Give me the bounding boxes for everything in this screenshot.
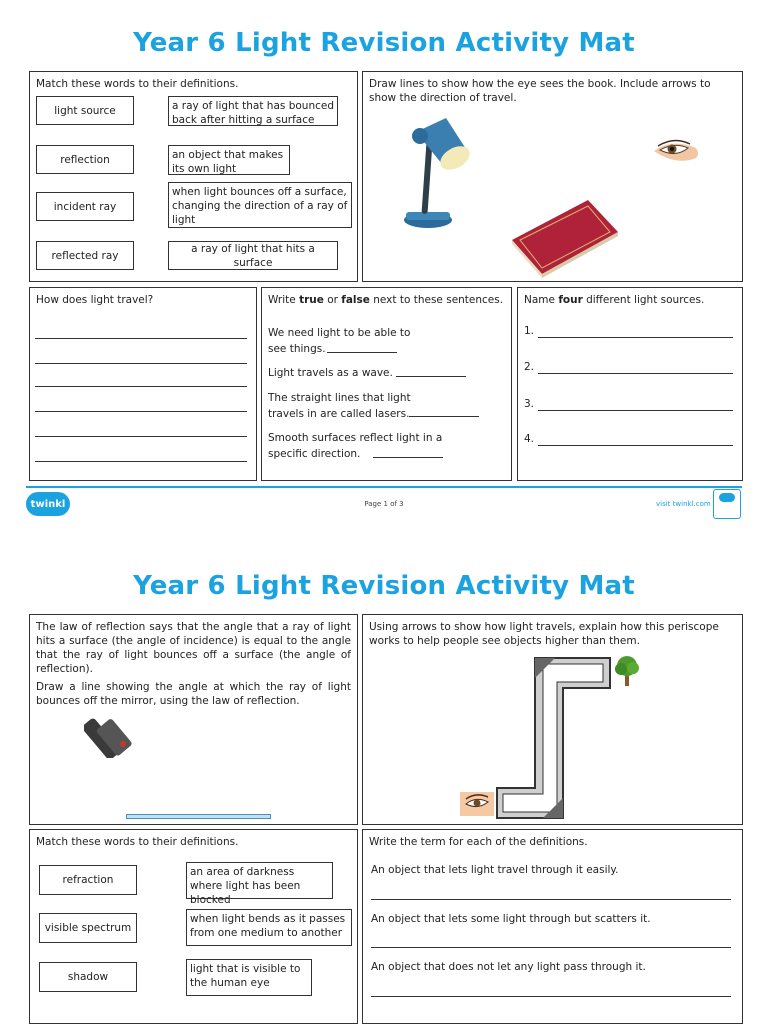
tf-true-word: true: [299, 294, 324, 306]
term-reflection[interactable]: reflection: [36, 145, 134, 174]
definition-bounced-back[interactable]: a ray of light that has bounced back after hitting a surface: [168, 96, 338, 126]
sources-bold-word: four: [558, 294, 583, 306]
sources-text-pre: Name: [524, 294, 559, 306]
page1-title: Year 6 Light Revision Activity Mat: [133, 28, 635, 58]
desk-lamp-icon: [398, 112, 480, 232]
tf-sentence-4: Smooth surfaces reflect light in a specific direction.: [268, 432, 443, 460]
definition-darkness[interactable]: an area of darkness where light has been blocked: [186, 862, 333, 899]
footer-rule: [26, 486, 742, 488]
travel-panel: [29, 287, 257, 481]
match-instruction: Match these words to their definitions.: [36, 78, 239, 90]
twinkl-site-link[interactable]: visit twinkl.com: [656, 500, 711, 508]
periscope-instruction: Using arrows to show how light travels, explain how this periscope works to help people see objects higher than them.: [369, 621, 719, 647]
tf-text-pre: Write: [268, 294, 300, 306]
tf-sentence-1: We need light to be able to see things.: [268, 327, 411, 355]
term-reflected-ray[interactable]: reflected ray: [36, 241, 134, 270]
source-number-2: 2.: [524, 361, 535, 373]
true-false-instruction: [268, 293, 505, 307]
source-answer-line-3[interactable]: [538, 410, 733, 411]
write-term-panel: [362, 829, 743, 1024]
term-answer-line-1[interactable]: [371, 899, 731, 900]
tf-answer-line-2[interactable]: [396, 376, 466, 377]
tf-text-post: next to these sentences.: [369, 294, 504, 306]
write-term-instruction: Write the term for each of the definitions.: [369, 836, 588, 848]
definition-opaque: An object that does not let any light pass through it.: [371, 961, 646, 973]
law-text: The law of reflection says that the angle that a ray of light hits a surface (the angle of incidence) is equal to the angle that the ray of light bounces off a surface (the angle of reflection).: [36, 621, 351, 675]
term-answer-line-3[interactable]: [371, 996, 731, 997]
book-icon: [508, 196, 620, 278]
torch-icon: [84, 702, 140, 758]
sources-panel: [517, 287, 743, 481]
definition-own-light[interactable]: an object that makes its own light: [168, 145, 290, 175]
answer-line[interactable]: [35, 363, 247, 364]
source-answer-line-1[interactable]: [538, 337, 733, 338]
tf-sentence-3: The straight lines that light travels in are called lasers.: [268, 392, 411, 420]
sources-instruction: [524, 293, 736, 307]
mirror: [126, 814, 271, 819]
term-shadow[interactable]: shadow: [39, 962, 137, 992]
source-number-3: 3.: [524, 398, 535, 410]
law-instruction: Draw a line showing the angle at which the ray of light bounces off the mirror, using the law of reflection.: [36, 681, 351, 707]
page-number: Page 1 of 3: [364, 500, 404, 508]
tf-false-word: false: [341, 294, 370, 306]
tree-icon: [613, 654, 641, 686]
tf-answer-line-1[interactable]: [327, 352, 397, 353]
answer-line[interactable]: [35, 386, 247, 387]
eye-book-instruction: Draw lines to show how the eye sees the book. Include arrows to show the direction of travel.: [369, 78, 711, 104]
answer-line[interactable]: [35, 436, 247, 437]
match-instruction-2: Match these words to their definitions.: [36, 836, 239, 848]
eye-icon: [652, 136, 704, 166]
definition-transparent: An object that lets light travel through it easily.: [371, 864, 619, 876]
definition-visible-light[interactable]: light that is visible to the human eye: [186, 959, 312, 996]
tf-sentence-2: Light travels as a wave.: [268, 367, 393, 379]
definition-translucent: An object that lets some light through but scatters it.: [371, 913, 651, 925]
tf-text-or: or: [323, 294, 342, 306]
eye-icon: [460, 792, 494, 816]
tf-answer-line-3[interactable]: [409, 416, 479, 417]
source-number-4: 4.: [524, 433, 535, 445]
quality-badge: [713, 489, 741, 519]
definition-light-bends[interactable]: when light bends as it passes from one medium to another: [186, 909, 352, 946]
page2-title: Year 6 Light Revision Activity Mat: [133, 571, 635, 601]
answer-line[interactable]: [35, 461, 247, 462]
term-answer-line-2[interactable]: [371, 947, 731, 948]
answer-line[interactable]: [35, 338, 247, 339]
term-light-source[interactable]: light source: [36, 96, 134, 125]
source-answer-line-4[interactable]: [538, 445, 733, 446]
travel-question: How does light travel?: [36, 294, 154, 306]
definition-changing-direction[interactable]: when light bounces off a surface, changing the direction of a ray of light: [168, 182, 352, 228]
source-answer-line-2[interactable]: [538, 373, 733, 374]
periscope-diagram: [495, 656, 613, 821]
answer-line[interactable]: [35, 411, 247, 412]
tf-answer-line-4[interactable]: [373, 457, 443, 458]
term-refraction[interactable]: refraction: [39, 865, 137, 895]
sources-text-post: different light sources.: [582, 294, 705, 306]
term-incident-ray[interactable]: incident ray: [36, 192, 134, 221]
source-number-1: 1.: [524, 325, 535, 337]
law-panel: [29, 614, 358, 825]
twinkl-logo-text: twinkl: [30, 498, 66, 510]
term-visible-spectrum[interactable]: visible spectrum: [39, 913, 137, 943]
definition-hits-surface[interactable]: a ray of light that hits a surface: [168, 241, 338, 270]
